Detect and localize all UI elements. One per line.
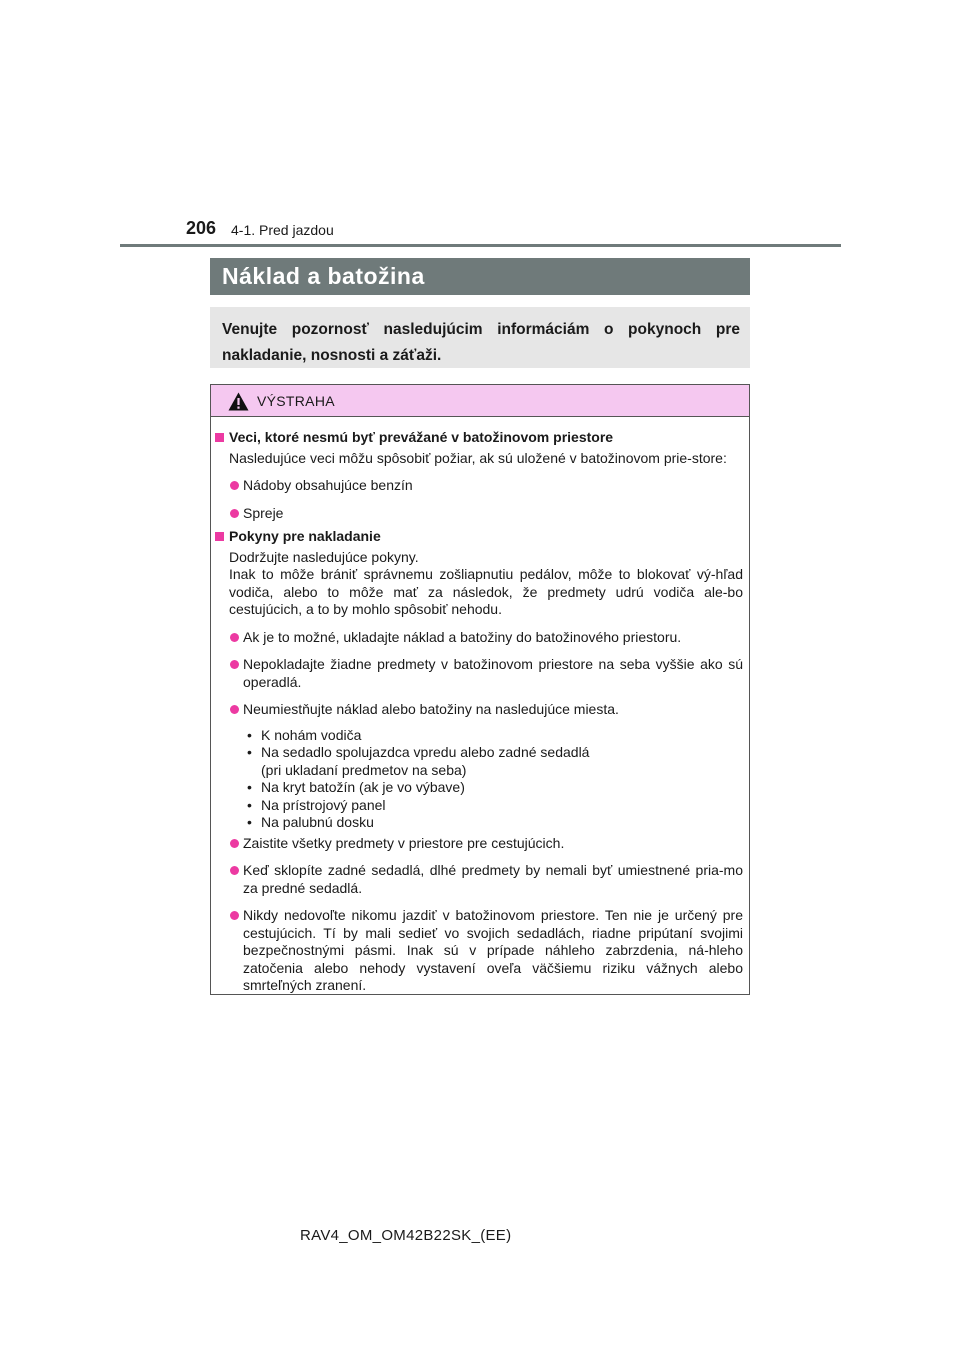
list-item: Zaistite všetky predmety v priestore pre cestujúcich.	[215, 835, 743, 853]
section-text: Inak to môže brániť správnemu zošliapnutiu pedálov, môže to blokovať vý-hľad vodiča, alebo to môže mať za následok, že predmety udrú vodiča ale-bo cestujúcich, a to by mohlo spôsobiť nehodu.	[229, 566, 743, 617]
place-item: • K nohám vodiča	[215, 727, 743, 745]
list-item: Spreje	[215, 505, 743, 523]
warning-box	[210, 384, 750, 995]
warning-body	[211, 417, 749, 995]
section-heading: Veci, ktoré nesmú byť prevážané v batožinovom priestore	[215, 429, 743, 447]
list-item: Ak je to možné, ukladajte náklad a batožiny do batožinového priestoru.	[215, 629, 743, 647]
intro-box	[210, 307, 750, 368]
place-item: • Na kryt batožín (ak je vo výbave)	[215, 779, 743, 797]
page-title: Náklad a batožina	[222, 263, 425, 289]
page-number: 206	[186, 218, 217, 238]
place-item: • Na palubnú dosku	[215, 814, 743, 832]
list-item: Keď sklopíte zadné sedadlá, dlhé predmety by nemali byť umiestnené pria-mo za predné sedadlá.	[215, 862, 743, 897]
place-item: • Na sedadlo spolujazdca vpredu alebo zadné sedadlá	[215, 744, 743, 762]
list-item: Nádoby obsahujúce benzín	[215, 477, 743, 495]
title-bar	[210, 258, 750, 295]
section-text: Nasledujúce veci môžu spôsobiť požiar, ak sú uložené v batožinovom prie-store:	[229, 449, 727, 466]
header-rule	[120, 244, 841, 247]
section-text: Dodržujte nasledujúce pokyny.	[229, 548, 419, 565]
list-item: Nepokladajte žiadne predmety v batožinovom priestore na seba vyššie ako sú operadlá.	[215, 656, 743, 691]
warning-label: VÝSTRAHA	[257, 393, 335, 409]
section-heading: Pokyny pre nakladanie	[215, 528, 743, 546]
footer-code: RAV4_OM_OM42B22SK_(EE)	[300, 1227, 512, 1244]
section-reference: 4-1. Pred jazdou	[231, 222, 334, 238]
intro-text: Venujte pozornosť nasledujúcim informáciám o pokynoch pre nakladanie, nosnosti a záťaži.	[222, 321, 740, 364]
list-item: Neumiestňujte náklad alebo batožiny na nasledujúce miesta.	[215, 701, 743, 719]
place-item: • Na prístrojový panel	[215, 797, 743, 815]
warning-header	[211, 385, 749, 417]
warning-triangle-icon	[228, 392, 249, 411]
place-note: (pri ukladaní predmetov na seba)	[261, 761, 467, 778]
list-item: Nikdy nedovoľte nikomu jazdiť v batožinovom priestore. Ten nie je určený pre cestujúcich. Tí by mali sedieť vo svojich sedadlách, riadne pripútaní svojimi bezpečnostnými pásmi. Inak sú v prípade náhleho zabrzdenia, ná-hleho zatočenia alebo nehody vystavení oveľa väčšiemu riziku vážnych alebo smrteľných zranení.	[215, 907, 743, 995]
